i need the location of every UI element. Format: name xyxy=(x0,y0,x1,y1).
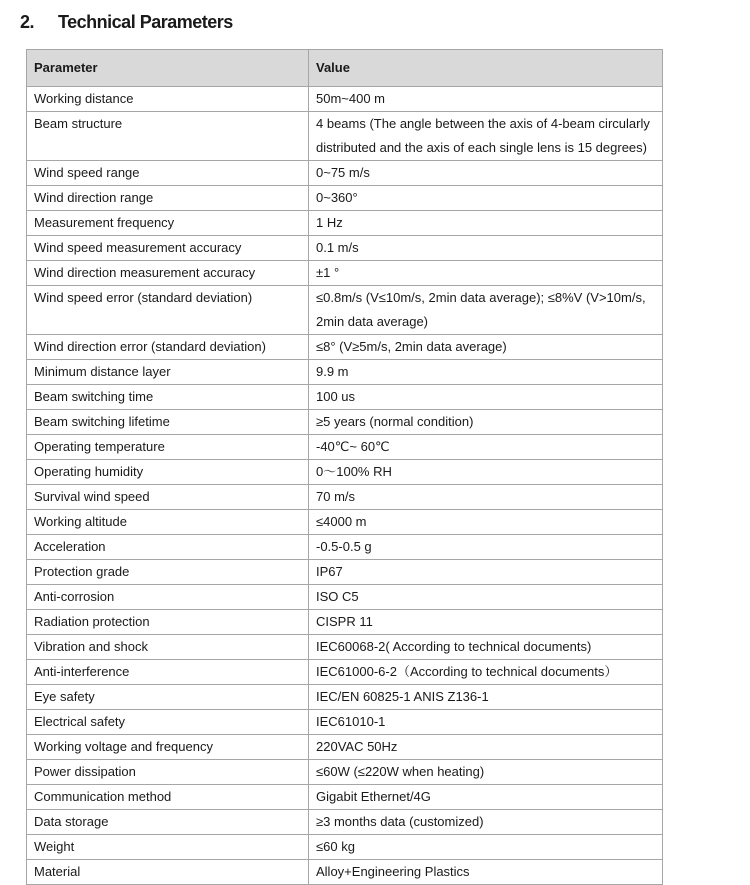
table-row xyxy=(27,810,663,835)
column-header-value: Value xyxy=(309,50,663,87)
parameter-cell: Wind direction error (standard deviation) xyxy=(27,335,309,360)
value-cell: 70 m/s xyxy=(309,485,663,510)
value-cell: ≤0.8m/s (V≤10m/s, 2min data average); ≤8%V (V>10m/s, 2min data average) xyxy=(309,286,663,335)
table-row xyxy=(27,760,663,785)
table-row xyxy=(27,286,663,335)
parameter-cell: Working distance xyxy=(27,87,309,112)
table-row xyxy=(27,535,663,560)
value-cell: ≥3 months data (customized) xyxy=(309,810,663,835)
table-row xyxy=(27,660,663,685)
table-row xyxy=(27,236,663,261)
parameter-cell: Survival wind speed xyxy=(27,485,309,510)
table-row xyxy=(27,485,663,510)
parameter-cell: Operating temperature xyxy=(27,435,309,460)
section-heading xyxy=(20,12,233,33)
table-row xyxy=(27,360,663,385)
value-cell: 0.1 m/s xyxy=(309,236,663,261)
parameter-cell: Wind speed error (standard deviation) xyxy=(27,286,309,335)
value-cell: IEC61000-6-2（According to technical documents） xyxy=(309,660,663,685)
technical-parameters-table xyxy=(26,49,663,885)
table-row xyxy=(27,860,663,885)
parameter-cell: Data storage xyxy=(27,810,309,835)
value-cell: 1 Hz xyxy=(309,211,663,236)
parameter-cell: Wind direction range xyxy=(27,186,309,211)
parameter-cell: Wind speed range xyxy=(27,161,309,186)
value-cell: ≤4000 m xyxy=(309,510,663,535)
parameter-cell: Beam switching time xyxy=(27,385,309,410)
value-cell: CISPR 11 xyxy=(309,610,663,635)
value-cell: -40℃~ 60℃ xyxy=(309,435,663,460)
value-cell: ≤60 kg xyxy=(309,835,663,860)
value-cell: 4 beams (The angle between the axis of 4-beam circularly distributed and the axis of each single lens is 15 degrees) xyxy=(309,112,663,161)
parameter-cell: Anti-interference xyxy=(27,660,309,685)
parameter-cell: Beam structure xyxy=(27,112,309,161)
table-row xyxy=(27,211,663,236)
parameter-cell: Wind direction measurement accuracy xyxy=(27,261,309,286)
table-row xyxy=(27,87,663,112)
value-cell: ±1 ° xyxy=(309,261,663,286)
column-header-parameter: Parameter xyxy=(27,50,309,87)
value-cell: IP67 xyxy=(309,560,663,585)
table-row xyxy=(27,510,663,535)
table-row xyxy=(27,161,663,186)
table-row xyxy=(27,335,663,360)
table-row xyxy=(27,186,663,211)
parameter-cell: Vibration and shock xyxy=(27,635,309,660)
section-number: 2. xyxy=(20,12,35,32)
table-header-row xyxy=(27,50,663,87)
value-cell: ≥5 years (normal condition) xyxy=(309,410,663,435)
table-row xyxy=(27,112,663,161)
parameter-cell: Electrical safety xyxy=(27,710,309,735)
parameter-cell: Protection grade xyxy=(27,560,309,585)
value-cell: Gigabit Ethernet/4G xyxy=(309,785,663,810)
parameter-cell: Beam switching lifetime xyxy=(27,410,309,435)
value-cell: 9.9 m xyxy=(309,360,663,385)
parameter-cell: Operating humidity xyxy=(27,460,309,485)
table-row xyxy=(27,735,663,760)
table-row xyxy=(27,560,663,585)
parameter-cell: Anti-corrosion xyxy=(27,585,309,610)
table-row xyxy=(27,710,663,735)
table-row xyxy=(27,410,663,435)
value-cell: IEC60068-2( According to technical documents) xyxy=(309,635,663,660)
value-cell: ≤60W (≤220W when heating) xyxy=(309,760,663,785)
value-cell: Alloy+Engineering Plastics xyxy=(309,860,663,885)
table-row xyxy=(27,435,663,460)
table-row xyxy=(27,585,663,610)
value-cell: -0.5-0.5 g xyxy=(309,535,663,560)
parameter-cell: Radiation protection xyxy=(27,610,309,635)
parameter-cell: Working altitude xyxy=(27,510,309,535)
table-row xyxy=(27,685,663,710)
parameter-cell: Eye safety xyxy=(27,685,309,710)
value-cell: 0～100% RH xyxy=(309,460,663,485)
table-row xyxy=(27,785,663,810)
table-body xyxy=(27,87,663,885)
parameter-cell: Measurement frequency xyxy=(27,211,309,236)
parameter-cell: Power dissipation xyxy=(27,760,309,785)
parameter-cell: Material xyxy=(27,860,309,885)
parameter-cell: Wind speed measurement accuracy xyxy=(27,236,309,261)
value-cell: 220VAC 50Hz xyxy=(309,735,663,760)
parameter-cell: Weight xyxy=(27,835,309,860)
table-row xyxy=(27,261,663,286)
value-cell: IEC/EN 60825-1 ANIS Z136-1 xyxy=(309,685,663,710)
table-row xyxy=(27,835,663,860)
value-cell: 0~75 m/s xyxy=(309,161,663,186)
parameter-cell: Communication method xyxy=(27,785,309,810)
section-title: Technical Parameters xyxy=(58,12,233,32)
parameter-cell: Minimum distance layer xyxy=(27,360,309,385)
value-cell: IEC61010-1 xyxy=(309,710,663,735)
table-row xyxy=(27,385,663,410)
value-cell: ISO C5 xyxy=(309,585,663,610)
table-row xyxy=(27,460,663,485)
parameter-cell: Working voltage and frequency xyxy=(27,735,309,760)
table-row xyxy=(27,610,663,635)
value-cell: 0~360° xyxy=(309,186,663,211)
value-cell: 50m~400 m xyxy=(309,87,663,112)
value-cell: 100 us xyxy=(309,385,663,410)
parameter-cell: Acceleration xyxy=(27,535,309,560)
table-row xyxy=(27,635,663,660)
value-cell: ≤8° (V≥5m/s, 2min data average) xyxy=(309,335,663,360)
